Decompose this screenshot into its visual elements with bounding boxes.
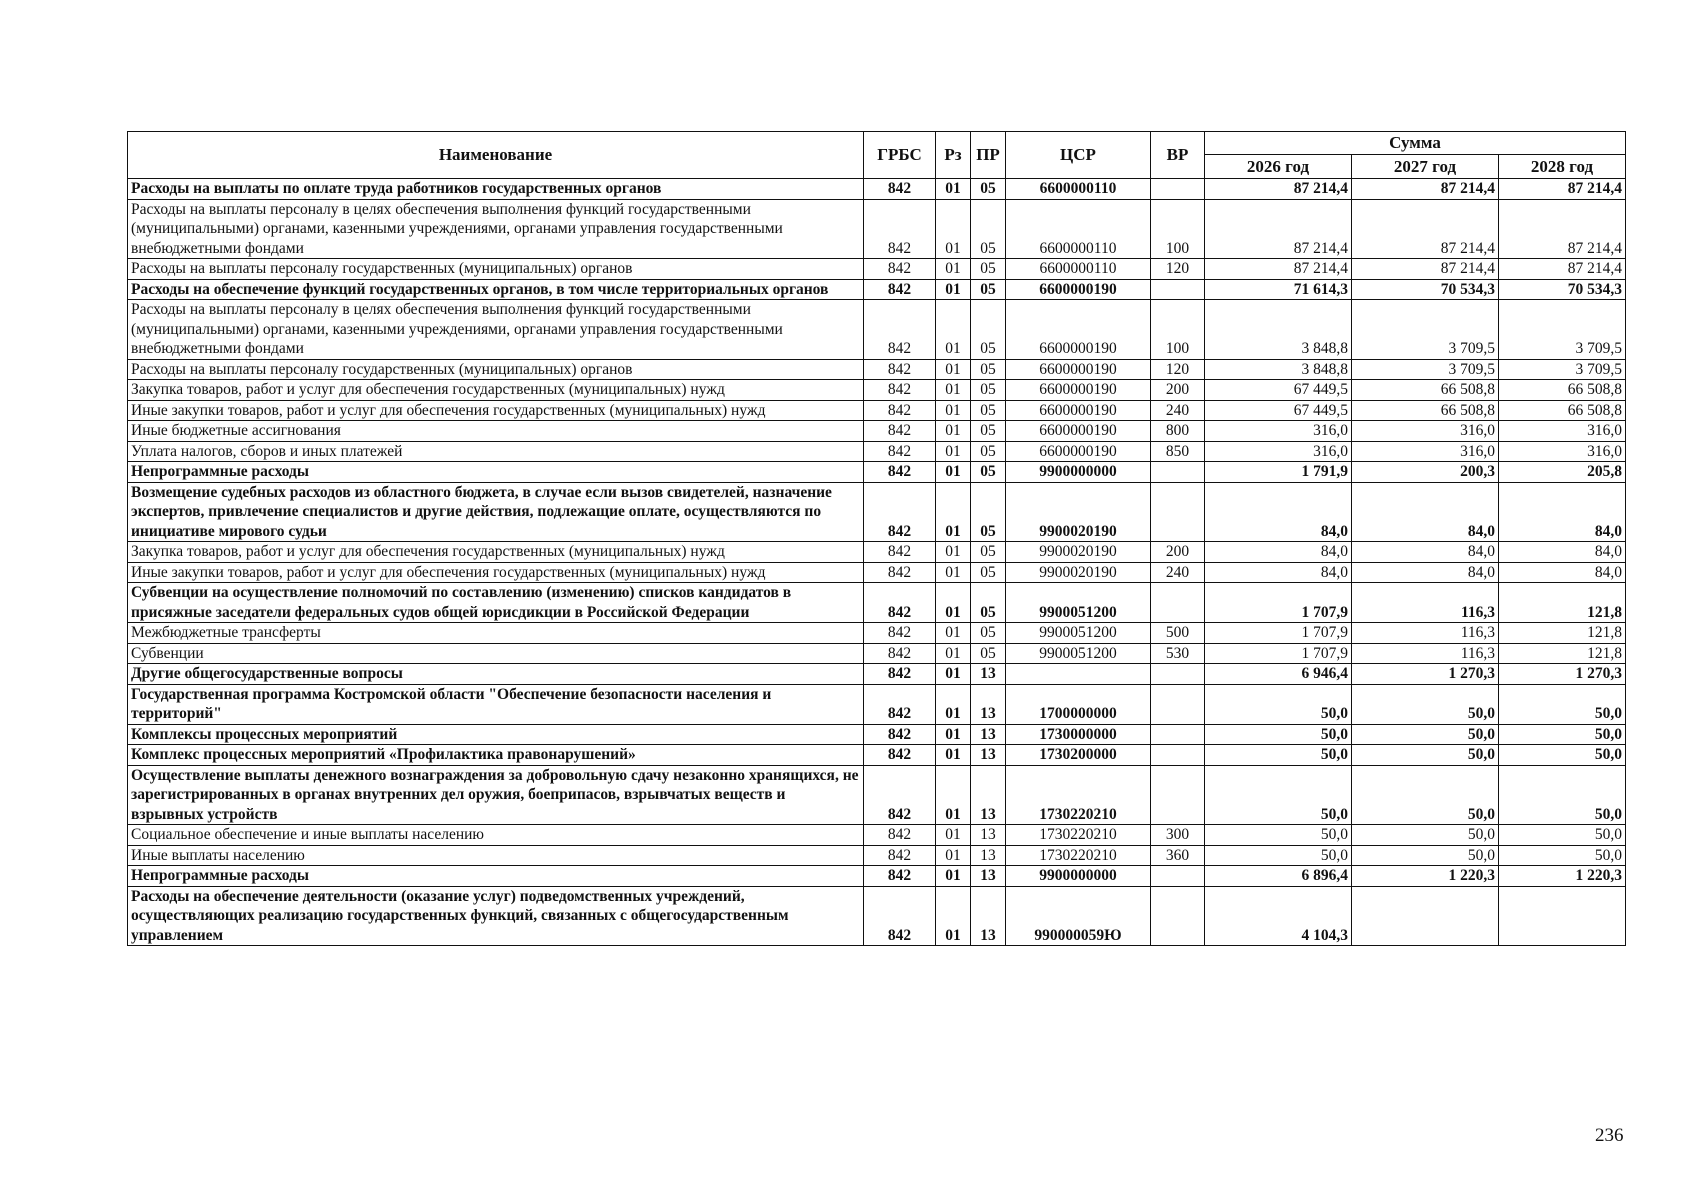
cell-name: Расходы на обеспечение деятельности (оказание услуг) подведомственных учреждений, осуществляющих реализацию государственных функций, связанных с общегосударственным управлением (128, 886, 864, 946)
cell-2026: 1 707,9 (1205, 583, 1352, 623)
table-body (128, 179, 1626, 946)
cell-csr: 9900000000 (1006, 866, 1151, 887)
cell-name: Закупка товаров, работ и услуг для обеспечения государственных (муниципальных) нужд (128, 380, 864, 401)
page-number: 236 (1595, 1125, 1624, 1146)
table-row (128, 845, 1626, 866)
cell-2027: 1 220,3 (1352, 866, 1499, 887)
cell-2028: 316,0 (1499, 441, 1626, 462)
cell-grbs: 842 (864, 300, 936, 360)
cell-vr: 120 (1151, 359, 1205, 380)
table-row (128, 259, 1626, 280)
cell-csr: 1700000000 (1006, 684, 1151, 724)
cell-2028: 50,0 (1499, 845, 1626, 866)
cell-2027: 50,0 (1352, 724, 1499, 745)
cell-rz: 01 (936, 359, 971, 380)
cell-grbs: 842 (864, 583, 936, 623)
cell-name: Субвенции (128, 643, 864, 664)
table-row (128, 886, 1626, 946)
cell-pr: 05 (971, 643, 1006, 664)
table-row (128, 643, 1626, 664)
cell-vr (1151, 279, 1205, 300)
cell-2026: 50,0 (1205, 825, 1352, 846)
cell-2027: 200,3 (1352, 462, 1499, 483)
cell-grbs: 842 (864, 421, 936, 442)
cell-name: Субвенции на осуществление полномочий по составлению (изменению) списков кандидатов в присяжные заседатели федеральных судов общей юрисдикции в Российской Федерации (128, 583, 864, 623)
cell-grbs: 842 (864, 745, 936, 766)
cell-2028: 1 270,3 (1499, 664, 1626, 685)
cell-rz: 01 (936, 583, 971, 623)
table-row (128, 765, 1626, 825)
cell-pr: 05 (971, 462, 1006, 483)
cell-rz: 01 (936, 400, 971, 421)
cell-2028: 121,8 (1499, 623, 1626, 644)
table-row (128, 684, 1626, 724)
cell-2028: 1 220,3 (1499, 866, 1626, 887)
cell-name: Расходы на выплаты персоналу в целях обеспечения выполнения функций государственными (муниципальными) органами, казенными учреждениями, органами управления государственными внебюджетными фондами (128, 300, 864, 360)
cell-2026: 1 791,9 (1205, 462, 1352, 483)
cell-rz: 01 (936, 886, 971, 946)
cell-rz: 01 (936, 542, 971, 563)
cell-csr: 6600000190 (1006, 279, 1151, 300)
cell-pr: 05 (971, 259, 1006, 280)
cell-pr: 13 (971, 886, 1006, 946)
cell-2026: 6 946,4 (1205, 664, 1352, 685)
cell-csr: 990000059Ю (1006, 886, 1151, 946)
cell-pr: 05 (971, 380, 1006, 401)
cell-2028: 66 508,8 (1499, 400, 1626, 421)
cell-pr: 13 (971, 664, 1006, 685)
header-csr: ЦСР (1006, 132, 1151, 179)
table-row (128, 542, 1626, 563)
table-row (128, 400, 1626, 421)
cell-grbs: 842 (864, 623, 936, 644)
cell-2028: 50,0 (1499, 825, 1626, 846)
cell-csr: 9900020190 (1006, 482, 1151, 542)
cell-name: Расходы на выплаты по оплате труда работников государственных органов (128, 179, 864, 200)
cell-csr (1006, 664, 1151, 685)
cell-rz: 01 (936, 259, 971, 280)
cell-name: Иные закупки товаров, работ и услуг для обеспечения государственных (муниципальных) нужд (128, 400, 864, 421)
cell-2026: 87 214,4 (1205, 179, 1352, 200)
cell-vr: 530 (1151, 643, 1205, 664)
cell-vr: 850 (1151, 441, 1205, 462)
cell-2028: 205,8 (1499, 462, 1626, 483)
cell-2028: 84,0 (1499, 482, 1626, 542)
cell-vr (1151, 179, 1205, 200)
cell-pr: 13 (971, 724, 1006, 745)
cell-rz: 01 (936, 441, 971, 462)
header-sum: Сумма (1205, 132, 1626, 155)
cell-2028: 316,0 (1499, 421, 1626, 442)
cell-2028: 3 709,5 (1499, 359, 1626, 380)
table-row (128, 300, 1626, 360)
cell-name: Расходы на выплаты персоналу государственных (муниципальных) органов (128, 259, 864, 280)
cell-rz: 01 (936, 684, 971, 724)
cell-grbs: 842 (864, 542, 936, 563)
cell-grbs: 842 (864, 664, 936, 685)
cell-csr: 9900020190 (1006, 562, 1151, 583)
cell-2027: 50,0 (1352, 845, 1499, 866)
cell-vr: 500 (1151, 623, 1205, 644)
cell-grbs: 842 (864, 462, 936, 483)
cell-grbs: 842 (864, 199, 936, 259)
cell-pr: 05 (971, 623, 1006, 644)
cell-csr: 9900020190 (1006, 542, 1151, 563)
cell-2027: 66 508,8 (1352, 380, 1499, 401)
cell-2028: 121,8 (1499, 643, 1626, 664)
cell-2028: 50,0 (1499, 684, 1626, 724)
cell-2027: 3 709,5 (1352, 359, 1499, 380)
cell-rz: 01 (936, 664, 971, 685)
cell-2028: 50,0 (1499, 745, 1626, 766)
cell-pr: 05 (971, 562, 1006, 583)
cell-2026: 50,0 (1205, 765, 1352, 825)
cell-csr: 6600000110 (1006, 179, 1151, 200)
cell-2027: 3 709,5 (1352, 300, 1499, 360)
cell-name: Другие общегосударственные вопросы (128, 664, 864, 685)
cell-pr: 05 (971, 583, 1006, 623)
cell-2028: 50,0 (1499, 724, 1626, 745)
cell-2026: 316,0 (1205, 421, 1352, 442)
cell-csr: 6600000190 (1006, 300, 1151, 360)
cell-2026: 87 214,4 (1205, 259, 1352, 280)
cell-2027: 50,0 (1352, 684, 1499, 724)
cell-vr (1151, 583, 1205, 623)
header-name: Наименование (128, 132, 864, 179)
cell-grbs: 842 (864, 765, 936, 825)
cell-rz: 01 (936, 623, 971, 644)
cell-vr: 100 (1151, 300, 1205, 360)
table-row (128, 583, 1626, 623)
cell-csr: 1730220210 (1006, 765, 1151, 825)
cell-2028: 87 214,4 (1499, 179, 1626, 200)
header-vr: ВР (1151, 132, 1205, 179)
cell-rz: 01 (936, 643, 971, 664)
cell-csr: 6600000190 (1006, 421, 1151, 442)
cell-pr: 05 (971, 421, 1006, 442)
budget-table (127, 131, 1626, 946)
cell-name: Уплата налогов, сборов и иных платежей (128, 441, 864, 462)
cell-2027: 66 508,8 (1352, 400, 1499, 421)
cell-vr (1151, 462, 1205, 483)
cell-2027: 87 214,4 (1352, 179, 1499, 200)
cell-csr: 6600000110 (1006, 259, 1151, 280)
cell-csr: 1730200000 (1006, 745, 1151, 766)
cell-vr (1151, 765, 1205, 825)
cell-pr: 13 (971, 765, 1006, 825)
header-year-2028: 2028 год (1499, 155, 1626, 179)
cell-2026: 316,0 (1205, 441, 1352, 462)
cell-2026: 50,0 (1205, 684, 1352, 724)
cell-pr: 13 (971, 845, 1006, 866)
cell-pr: 05 (971, 300, 1006, 360)
cell-csr: 6600000190 (1006, 400, 1151, 421)
cell-vr: 120 (1151, 259, 1205, 280)
cell-pr: 13 (971, 745, 1006, 766)
cell-grbs: 842 (864, 482, 936, 542)
table-row (128, 482, 1626, 542)
table-row (128, 279, 1626, 300)
cell-grbs: 842 (864, 866, 936, 887)
table-row (128, 359, 1626, 380)
cell-2026: 84,0 (1205, 542, 1352, 563)
cell-vr (1151, 745, 1205, 766)
cell-2027: 84,0 (1352, 562, 1499, 583)
cell-2026: 3 848,8 (1205, 359, 1352, 380)
header-year-2026: 2026 год (1205, 155, 1352, 179)
table-row (128, 623, 1626, 644)
cell-grbs: 842 (864, 441, 936, 462)
table-row (128, 664, 1626, 685)
cell-name: Непрограммные расходы (128, 866, 864, 887)
cell-csr: 1730000000 (1006, 724, 1151, 745)
cell-csr: 6600000110 (1006, 199, 1151, 259)
cell-name: Иные бюджетные ассигнования (128, 421, 864, 442)
table-row (128, 825, 1626, 846)
cell-rz: 01 (936, 765, 971, 825)
cell-2028: 121,8 (1499, 583, 1626, 623)
cell-grbs: 842 (864, 279, 936, 300)
table-row (128, 745, 1626, 766)
cell-name: Расходы на выплаты персоналу государственных (муниципальных) органов (128, 359, 864, 380)
cell-2027: 316,0 (1352, 441, 1499, 462)
cell-2026: 84,0 (1205, 562, 1352, 583)
cell-rz: 01 (936, 562, 971, 583)
table-row (128, 179, 1626, 200)
cell-2027: 116,3 (1352, 643, 1499, 664)
cell-rz: 01 (936, 482, 971, 542)
cell-vr (1151, 684, 1205, 724)
table-row (128, 199, 1626, 259)
cell-2027: 50,0 (1352, 825, 1499, 846)
cell-vr: 300 (1151, 825, 1205, 846)
table-row (128, 724, 1626, 745)
cell-pr: 05 (971, 279, 1006, 300)
cell-csr: 9900000000 (1006, 462, 1151, 483)
cell-grbs: 842 (864, 259, 936, 280)
cell-2028: 87 214,4 (1499, 259, 1626, 280)
cell-csr: 6600000190 (1006, 380, 1151, 401)
cell-2027: 70 534,3 (1352, 279, 1499, 300)
table-row (128, 866, 1626, 887)
cell-2026: 67 449,5 (1205, 400, 1352, 421)
cell-name: Комплексы процессных мероприятий (128, 724, 864, 745)
cell-csr: 1730220210 (1006, 825, 1151, 846)
cell-name: Государственная программа Костромской области "Обеспечение безопасности населения и территорий" (128, 684, 864, 724)
cell-csr: 9900051200 (1006, 583, 1151, 623)
cell-2028: 70 534,3 (1499, 279, 1626, 300)
cell-rz: 01 (936, 179, 971, 200)
cell-vr: 100 (1151, 199, 1205, 259)
cell-pr: 05 (971, 441, 1006, 462)
cell-2026: 6 896,4 (1205, 866, 1352, 887)
cell-name: Закупка товаров, работ и услуг для обеспечения государственных (муниципальных) нужд (128, 542, 864, 563)
cell-name: Расходы на обеспечение функций государственных органов, в том числе территориальных органов (128, 279, 864, 300)
cell-2027: 87 214,4 (1352, 259, 1499, 280)
header-grbs: ГРБС (864, 132, 936, 179)
cell-pr: 13 (971, 684, 1006, 724)
cell-rz: 01 (936, 825, 971, 846)
cell-2027: 84,0 (1352, 482, 1499, 542)
cell-2026: 1 707,9 (1205, 643, 1352, 664)
cell-name: Осуществление выплаты денежного вознаграждения за добровольную сдачу незаконно хранящихся, не зарегистрированных в органах внутренних дел оружия, боеприпасов, взрывчатых веществ и взрывных устройств (128, 765, 864, 825)
cell-name: Непрограммные расходы (128, 462, 864, 483)
cell-name: Иные выплаты населению (128, 845, 864, 866)
cell-grbs: 842 (864, 400, 936, 421)
cell-rz: 01 (936, 724, 971, 745)
cell-2026: 84,0 (1205, 482, 1352, 542)
cell-2026: 50,0 (1205, 724, 1352, 745)
cell-vr: 800 (1151, 421, 1205, 442)
table-row (128, 421, 1626, 442)
cell-name: Расходы на выплаты персоналу в целях обеспечения выполнения функций государственными (муниципальными) органами, казенными учреждениями, органами управления государственными внебюджетными фондами (128, 199, 864, 259)
cell-vr (1151, 886, 1205, 946)
cell-2026: 3 848,8 (1205, 300, 1352, 360)
cell-2027 (1352, 886, 1499, 946)
cell-rz: 01 (936, 745, 971, 766)
table-header (128, 132, 1626, 179)
cell-csr: 6600000190 (1006, 359, 1151, 380)
cell-2026: 67 449,5 (1205, 380, 1352, 401)
cell-2028 (1499, 886, 1626, 946)
cell-grbs: 842 (864, 380, 936, 401)
cell-2028: 3 709,5 (1499, 300, 1626, 360)
cell-2026: 50,0 (1205, 845, 1352, 866)
cell-vr (1151, 724, 1205, 745)
cell-pr: 05 (971, 400, 1006, 421)
cell-2026: 4 104,3 (1205, 886, 1352, 946)
cell-pr: 05 (971, 179, 1006, 200)
cell-2026: 1 707,9 (1205, 623, 1352, 644)
cell-grbs: 842 (864, 359, 936, 380)
cell-2026: 71 614,3 (1205, 279, 1352, 300)
table-row (128, 441, 1626, 462)
cell-vr: 240 (1151, 400, 1205, 421)
cell-pr: 05 (971, 359, 1006, 380)
cell-csr: 9900051200 (1006, 623, 1151, 644)
cell-vr: 200 (1151, 380, 1205, 401)
cell-name: Комплекс процессных мероприятий «Профилактика правонарушений» (128, 745, 864, 766)
cell-vr: 240 (1151, 562, 1205, 583)
cell-grbs: 842 (864, 886, 936, 946)
header-rz: Рз (936, 132, 971, 179)
cell-2027: 87 214,4 (1352, 199, 1499, 259)
cell-2027: 1 270,3 (1352, 664, 1499, 685)
cell-csr: 9900051200 (1006, 643, 1151, 664)
cell-grbs: 842 (864, 845, 936, 866)
cell-name: Социальное обеспечение и иные выплаты населению (128, 825, 864, 846)
cell-rz: 01 (936, 300, 971, 360)
cell-grbs: 842 (864, 684, 936, 724)
table-row (128, 462, 1626, 483)
cell-vr (1151, 664, 1205, 685)
cell-csr: 1730220210 (1006, 845, 1151, 866)
cell-grbs: 842 (864, 179, 936, 200)
cell-name: Возмещение судебных расходов из областного бюджета, в случае если вызов свидетелей, назначение экспертов, привлечение специалистов и другие действия, подлежащие оплате, осуществляются по инициативе мирового судьи (128, 482, 864, 542)
cell-csr: 6600000190 (1006, 441, 1151, 462)
cell-pr: 05 (971, 542, 1006, 563)
cell-rz: 01 (936, 421, 971, 442)
cell-rz: 01 (936, 462, 971, 483)
cell-vr: 360 (1151, 845, 1205, 866)
cell-vr (1151, 866, 1205, 887)
cell-2026: 50,0 (1205, 745, 1352, 766)
cell-pr: 05 (971, 482, 1006, 542)
cell-name: Межбюджетные трансферты (128, 623, 864, 644)
cell-2027: 116,3 (1352, 623, 1499, 644)
cell-rz: 01 (936, 845, 971, 866)
cell-rz: 01 (936, 199, 971, 259)
cell-grbs: 842 (864, 825, 936, 846)
cell-2027: 84,0 (1352, 542, 1499, 563)
table-row (128, 380, 1626, 401)
cell-2028: 66 508,8 (1499, 380, 1626, 401)
cell-grbs: 842 (864, 724, 936, 745)
cell-grbs: 842 (864, 643, 936, 664)
cell-2028: 50,0 (1499, 765, 1626, 825)
cell-grbs: 842 (864, 562, 936, 583)
cell-vr (1151, 482, 1205, 542)
cell-2026: 87 214,4 (1205, 199, 1352, 259)
cell-rz: 01 (936, 866, 971, 887)
cell-2027: 50,0 (1352, 745, 1499, 766)
cell-rz: 01 (936, 380, 971, 401)
cell-2027: 116,3 (1352, 583, 1499, 623)
table-row (128, 562, 1626, 583)
cell-2027: 50,0 (1352, 765, 1499, 825)
cell-2028: 84,0 (1499, 542, 1626, 563)
cell-name: Иные закупки товаров, работ и услуг для обеспечения государственных (муниципальных) нужд (128, 562, 864, 583)
header-pr: ПР (971, 132, 1006, 179)
cell-pr: 13 (971, 866, 1006, 887)
cell-vr: 200 (1151, 542, 1205, 563)
cell-pr: 05 (971, 199, 1006, 259)
cell-2028: 87 214,4 (1499, 199, 1626, 259)
cell-2027: 316,0 (1352, 421, 1499, 442)
header-year-2027: 2027 год (1352, 155, 1499, 179)
cell-2028: 84,0 (1499, 562, 1626, 583)
cell-rz: 01 (936, 279, 971, 300)
cell-pr: 13 (971, 825, 1006, 846)
